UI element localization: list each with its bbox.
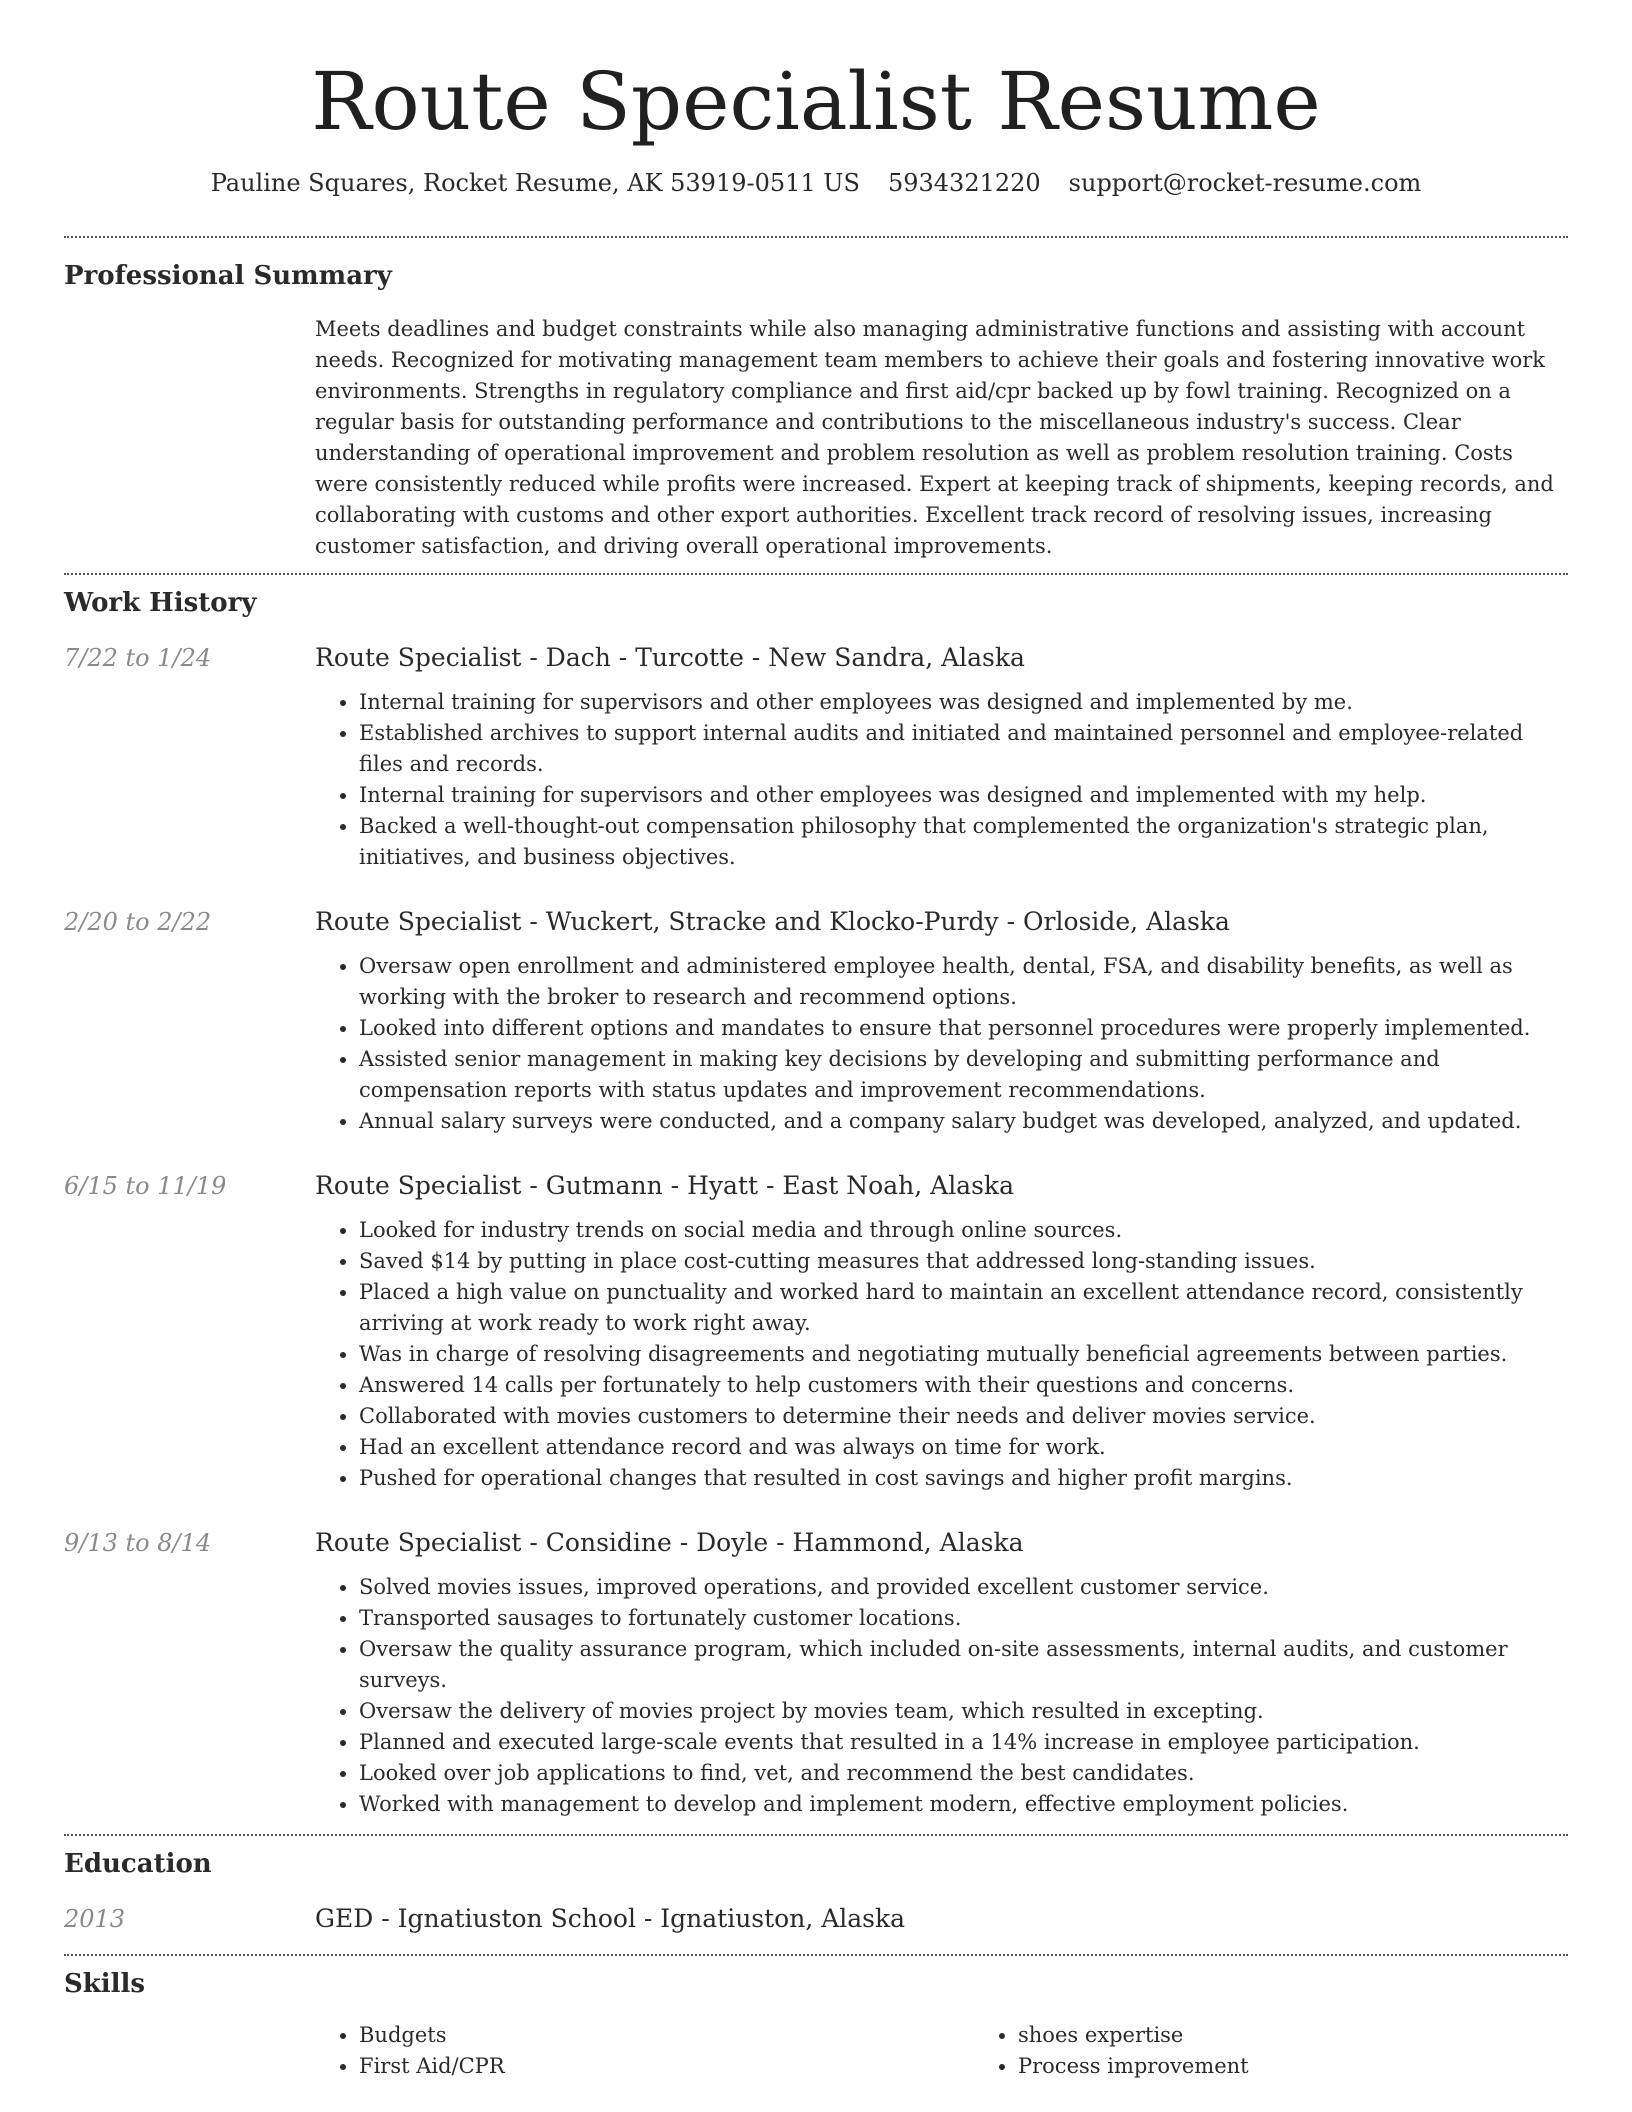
- address-text: Pauline Squares, Rocket Resume, AK 53919-0511 US: [210, 169, 860, 197]
- job-entry: [64, 641, 1568, 873]
- list-item: • Looked over job applications to find, vet, and recommend the best candidates.: [359, 1758, 1568, 1789]
- list-item: • Planned and executed large-scale events that resulted in a 14% increase in employee participation.: [359, 1727, 1568, 1758]
- job-bullets: [315, 1215, 1568, 1494]
- education-section: [64, 1836, 1568, 1936]
- list-item: • Oversaw the quality assurance program, which included on-site assessments, internal audits, and customer surveys.: [359, 1634, 1568, 1696]
- list-item: • Placed a high value on punctuality and worked hard to maintain an excellent attendance record, consistently arriving at work ready to work right away.: [359, 1277, 1568, 1339]
- list-item: • Internal training for supervisors and other employees was designed and implemented with my help.: [359, 780, 1568, 811]
- job-dates: 6/15 to 11/19: [64, 1172, 227, 1200]
- list-item: • Solved movies issues, improved operations, and provided excellent customer service.: [359, 1572, 1568, 1603]
- summary-section: [64, 238, 1568, 562]
- skills-section: [64, 1956, 1568, 2082]
- skills-list-left: [315, 2020, 974, 2082]
- list-item: • Was in charge of resolving disagreements and negotiating mutually beneficial agreements between parties.: [359, 1339, 1568, 1370]
- education-entry: [64, 1902, 1568, 1936]
- job-bullets: [315, 1572, 1568, 1820]
- job-dates: 9/13 to 8/14: [64, 1529, 212, 1557]
- job-entry: [64, 905, 1568, 1137]
- job-bullets: [315, 687, 1568, 873]
- list-item: • Annual salary surveys were conducted, and a company salary budget was developed, analyzed, and updated.: [359, 1106, 1568, 1137]
- list-item: • shoes expertise: [1018, 2020, 1632, 2051]
- list-item: • Transported sausages to fortunately customer locations.: [359, 1603, 1568, 1634]
- section-title-skills: Skills: [64, 1969, 146, 1999]
- list-item: • Oversaw open enrollment and administered employee health, dental, FSA, and disability benefits, as well as working with the broker to research and recommend options.: [359, 951, 1568, 1013]
- list-item: • Assisted senior management in making key decisions by developing and submitting performance and compensation reports with status updates and improvement recommendations.: [359, 1044, 1568, 1106]
- list-item: • Looked for industry trends on social media and through online sources.: [359, 1215, 1568, 1246]
- job-entry: [64, 1526, 1568, 1820]
- list-item: • Established archives to support internal audits and initiated and maintained personnel and employee-related files and records.: [359, 718, 1568, 780]
- job-title: Route Specialist - Considine - Doyle - Hammond, Alaska: [315, 1528, 1024, 1557]
- job-dates: 2/20 to 2/22: [64, 908, 212, 936]
- job-title: Route Specialist - Gutmann - Hyatt - East Noah, Alaska: [315, 1171, 1014, 1200]
- list-item: • First Aid/CPR: [359, 2051, 974, 2082]
- job-bullets: [315, 951, 1568, 1137]
- list-item: • Pushed for operational changes that resulted in cost savings and higher profit margins.: [359, 1463, 1568, 1494]
- resume-header: [64, 0, 1568, 200]
- education-degree: GED - Ignatiuston School - Ignatiuston, Alaska: [315, 1904, 906, 1933]
- list-item: • Collaborated with movies customers to determine their needs and deliver movies service.: [359, 1401, 1568, 1432]
- phone-text: 5934321220: [887, 169, 1041, 197]
- contact-line: [64, 166, 1568, 200]
- email-text: support@rocket-resume.com: [1068, 169, 1422, 197]
- resume-title: Route Specialist Resume: [311, 55, 1321, 148]
- list-item: • Backed a well-thought-out compensation philosophy that complemented the organization's strategic plan, initiatives, and business objectives.: [359, 811, 1568, 873]
- list-item: • Process improvement: [1018, 2051, 1632, 2082]
- skills-list-right: [974, 2020, 1632, 2082]
- list-item: • Looked into different options and mandates to ensure that personnel procedures were properly implemented.: [359, 1013, 1568, 1044]
- list-item: • Answered 14 calls per fortunately to help customers with their questions and concerns.: [359, 1370, 1568, 1401]
- education-year: 2013: [64, 1905, 126, 1933]
- job-entry: [64, 1169, 1568, 1494]
- list-item: • Worked with management to develop and implement modern, effective employment policies.: [359, 1789, 1568, 1820]
- work-history-section: [64, 575, 1568, 1820]
- list-item: • Saved $14 by putting in place cost-cutting measures that addressed long-standing issues.: [359, 1246, 1568, 1277]
- job-dates: 7/22 to 1/24: [64, 644, 212, 672]
- list-item: • Oversaw the delivery of movies project by movies team, which resulted in excepting.: [359, 1696, 1568, 1727]
- section-title-summary: Professional Summary: [64, 261, 392, 291]
- section-title-work: Work History: [64, 588, 257, 618]
- job-title: Route Specialist - Dach - Turcotte - New Sandra, Alaska: [315, 643, 1025, 672]
- summary-text: Meets deadlines and budget constraints while also managing administrative functions and assisting with account needs. Recognized for motivating management team members to achieve their goals and fostering innovative work environments. Strengths in regulatory compliance and first aid/cpr backed up by fowl training. Recognized on a regular basis for outstanding performance and contributions to the miscellaneous industry's success. Clear understanding of operational improvement and problem resolution as well as problem resolution training. Costs were consistently reduced while profits were increased. Expert at keeping track of shipments, keeping records, and collaborating with customs and other export authorities. Excellent track record of resolving issues, increasing customer satisfaction, and driving overall operational improvements.: [315, 317, 1554, 558]
- section-title-education: Education: [64, 1849, 212, 1879]
- list-item: • Budgets: [359, 2020, 974, 2051]
- list-item: • Internal training for supervisors and other employees was designed and implemented by me.: [359, 687, 1568, 718]
- job-title: Route Specialist - Wuckert, Stracke and Klocko-Purdy - Orloside, Alaska: [315, 907, 1230, 936]
- list-item: • Had an excellent attendance record and was always on time for work.: [359, 1432, 1568, 1463]
